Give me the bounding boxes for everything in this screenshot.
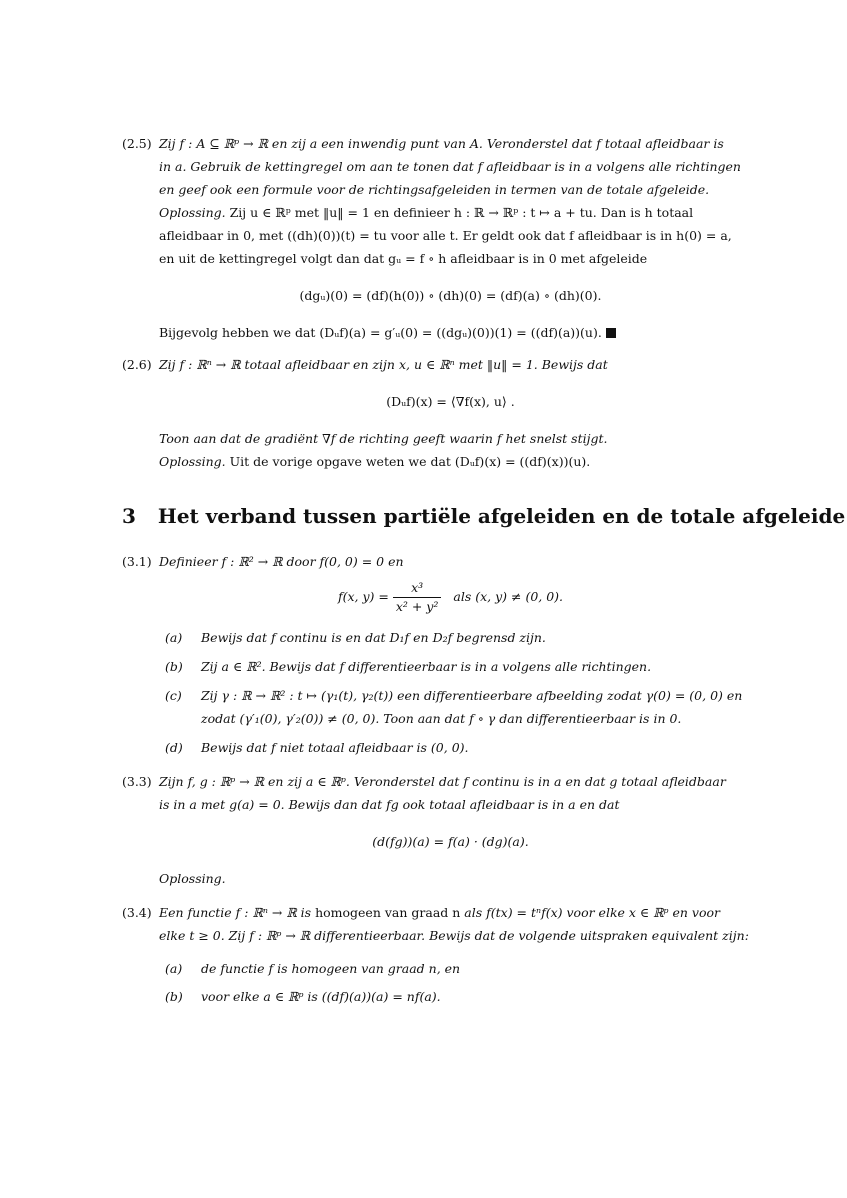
solution-line: Uit de vorige opgave weten we dat (Dᵤf)(x) = ((df)(x))(u). — [225, 454, 591, 469]
section-heading — [122, 505, 845, 528]
item-text: de functie f is homogeen van graad n, en — [201, 961, 461, 976]
list-item — [165, 985, 742, 1008]
solution-line: en uit de kettingregel volgt dan dat gᵤ = f ∘ h afleidbaar is in 0 met afgeleide — [159, 251, 648, 266]
section-title: Het verband tussen partiële afgeleiden en de totale afgeleide — [157, 504, 846, 528]
solution-label: Oplossing. — [159, 205, 226, 220]
statement-line: is in a met g(a) = 0. Bewijs dan dat fg ook totaal afleidbaar is in a en dat — [159, 797, 620, 812]
list-item — [165, 684, 743, 730]
display-equation — [159, 579, 742, 616]
solution-line: Zij u ∈ ℝᵖ met ‖u‖ = 1 en definieer h : ℝ → ℝᵖ : t ↦ a + tu. Dan is h totaal — [225, 205, 694, 220]
exercise-number: (3.1) — [122, 554, 152, 569]
equation-condition: als (x, y) ≠ (0, 0). — [453, 589, 564, 604]
statement-part: als f(tx) = tⁿf(x) voor elke x ∈ ℝᵖ en voor — [460, 905, 721, 920]
item-label: (b) — [165, 659, 183, 674]
list-item — [165, 736, 742, 759]
statement-part: Een functie f : ℝⁿ → ℝ is — [159, 905, 316, 920]
fraction — [393, 579, 442, 616]
exercise-number: (3.4) — [122, 905, 152, 920]
conclusion-line: Bijgevolg hebben we dat (Dᵤf)(a) = g′ᵤ(0) = ((dgᵤ)(0))(1) = ((df)(a))(u). — [159, 325, 602, 340]
statement-line: Zijn f, g : ℝᵖ → ℝ en zij a ∈ ℝᵖ. Veronderstel dat f continu is in a en dat g totaal afleidbaar — [159, 774, 726, 789]
statement-line: elke t ≥ 0. Zij f : ℝᵖ → ℝ differentieerbaar. Bewijs dat de volgende uitspraken equivalent zijn: — [159, 928, 749, 943]
display-equation: (Dᵤf)(x) = ⟨∇f(x), u⟩ . — [386, 394, 515, 409]
item-text: zodat (γ′₁(0), γ′₂(0)) ≠ (0, 0). Toon aan dat f ∘ γ dan differentieerbaar is in 0. — [201, 711, 682, 726]
item-label: (d) — [165, 740, 183, 755]
section-number: 3 — [122, 504, 136, 528]
exercise-number: (2.6) — [122, 357, 152, 372]
item-label: (a) — [165, 630, 183, 645]
statement-line: en geef ook een formule voor de richtingsafgeleiden in termen van de totale afgeleide. — [159, 182, 710, 197]
item-text: Zij γ : ℝ → ℝ² : t ↦ (γ₁(t), γ₂(t)) een differentieerbare afbeelding zodat γ(0) = (0, 0) en — [201, 688, 743, 703]
exercise-number: (2.5) — [122, 136, 152, 151]
list-item — [165, 626, 742, 649]
qed-square-icon — [606, 328, 616, 338]
item-text: Zij a ∈ ℝ². Bewijs dat f differentieerbaar is in a volgens alle richtingen. — [201, 659, 652, 674]
exercise-number: (3.3) — [122, 774, 152, 789]
item-text: Bewijs dat f continu is en dat D₁f en D₂f begrensd zijn. — [201, 630, 546, 645]
statement-line: Zij f : A ⊆ ℝᵖ → ℝ en zij a een inwendig punt van A. Veronderstel dat f totaal afleidbaar is — [159, 136, 724, 151]
item-label: (b) — [165, 989, 183, 1004]
item-label: (c) — [165, 688, 182, 703]
statement-line: Zij f : ℝⁿ → ℝ totaal afleidbaar en zijn x, u ∈ ℝⁿ met ‖u‖ = 1. Bewijs dat — [159, 357, 608, 372]
solution-line: afleidbaar in 0, met ((dh)(0))(t) = tu voor alle t. Er geldt ook dat f afleidbaar is in h(0) = a, — [159, 228, 732, 243]
fraction-numerator: x³ — [393, 579, 442, 598]
statement-line: Toon aan dat de gradiënt ∇f de richting geeft waarin f het snelst stijgt. — [159, 431, 608, 446]
statement-line: in a. Gebruik de kettingregel om aan te tonen dat f afleidbaar is in a volgens alle richtingen — [159, 159, 741, 174]
equation-lhs: f(x, y) = — [337, 589, 389, 604]
item-text: voor elke a ∈ ℝᵖ is ((df)(a))(a) = nf(a). — [201, 989, 441, 1004]
item-label: (a) — [165, 961, 183, 976]
display-equation: (d(fg))(a) = f(a) · (dg)(a). — [372, 834, 529, 849]
fraction-denominator: x² + y² — [395, 599, 439, 614]
solution-label: Oplossing. — [159, 454, 226, 469]
list-item — [165, 655, 742, 678]
list-item — [165, 957, 742, 980]
solution-label: Oplossing. — [159, 871, 226, 886]
item-text: Bewijs dat f niet totaal afleidbaar is (0, 0). — [201, 740, 469, 755]
statement-line: Definieer f : ℝ² → ℝ door f(0, 0) = 0 en — [159, 554, 404, 569]
display-equation: (dgᵤ)(0) = (df)(h(0)) ∘ (dh)(0) = (df)(a) ∘ (dh)(0). — [299, 288, 602, 303]
defined-term: homogeen van graad n — [315, 905, 461, 920]
